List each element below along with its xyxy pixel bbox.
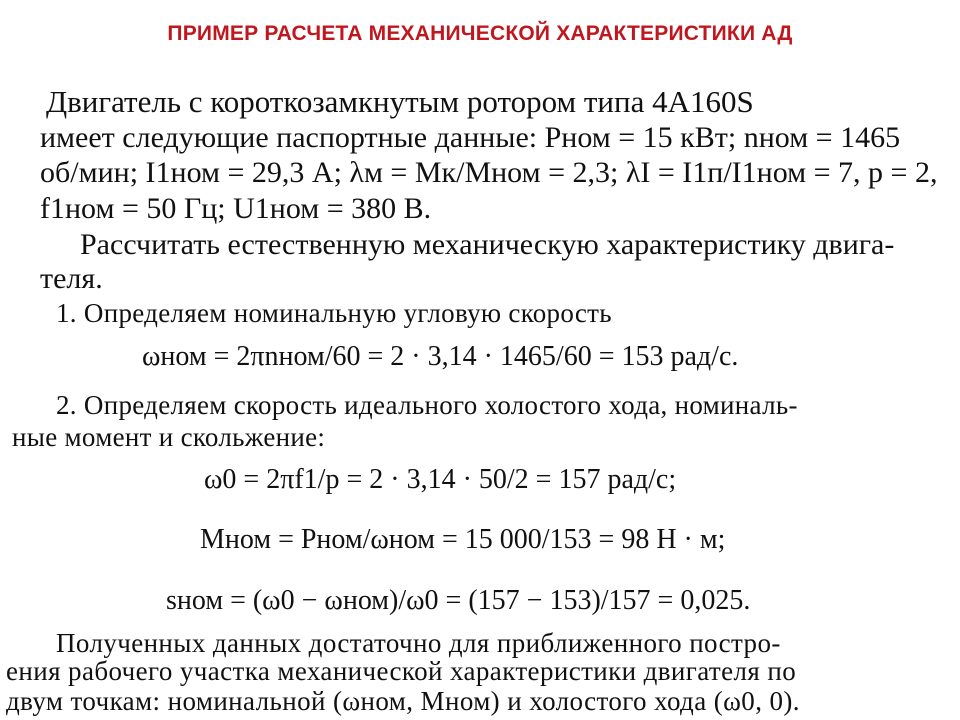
text-line-motor-type: Двигатель с короткозамкнутым ротором типа 4А160S (46, 84, 754, 119)
equation-nominal-torque: Мном = Pном/ωном = 15 000/153 = 98 Н · м; (200, 524, 726, 555)
text-line-passport-data: имеет следующие паспортные данные: Pном = 15 кВт; nном = 1465 (40, 121, 901, 154)
step-2-heading-cont: ные момент и скольжение: (12, 422, 326, 452)
text-line-currents: об/мин; I1ном = 29,3 А; λм = Мк/Мном = 2,3; λI = I1п/I1ном = 7, p = 2, (40, 156, 938, 189)
text-line-frequency-voltage: f1ном = 50 Гц; U1ном = 380 В. (40, 192, 432, 225)
conclusion-line-2: ения рабочего участка механической характеристики двигателя по (6, 656, 797, 686)
conclusion-line-3: двум точкам: номинальной (ωном, Мном) и холостого хода (ω0, 0). (6, 686, 800, 716)
conclusion-line-1: Полученных данных достаточно для приближенного постро- (56, 628, 781, 658)
slide-title: ПРИМЕР РАСЧЕТА МЕХАНИЧЕСКОЙ ХАРАКТЕРИСТИКИ АД (167, 22, 793, 45)
equation-nominal-slip: sном = (ω0 − ωном)/ω0 = (157 − 153)/157 = 0,025. (166, 585, 751, 616)
step-1-heading: 1. Определяем номинальную угловую скорость (56, 298, 612, 328)
equation-ideal-speed: ω0 = 2πf1/p = 2 · 3,14 · 50/2 = 157 рад/с; (204, 464, 677, 495)
step-2-heading: 2. Определяем скорость идеального холостого хода, номиналь- (56, 390, 798, 420)
text-line-task-end: теля. (40, 262, 103, 295)
equation-nominal-speed: ωном = 2πnном/60 = 2 · 3,14 · 1465/60 = 153 рад/с. (142, 341, 739, 372)
text-line-task: Рассчитать естественную механическую характеристику двига- (80, 228, 895, 261)
